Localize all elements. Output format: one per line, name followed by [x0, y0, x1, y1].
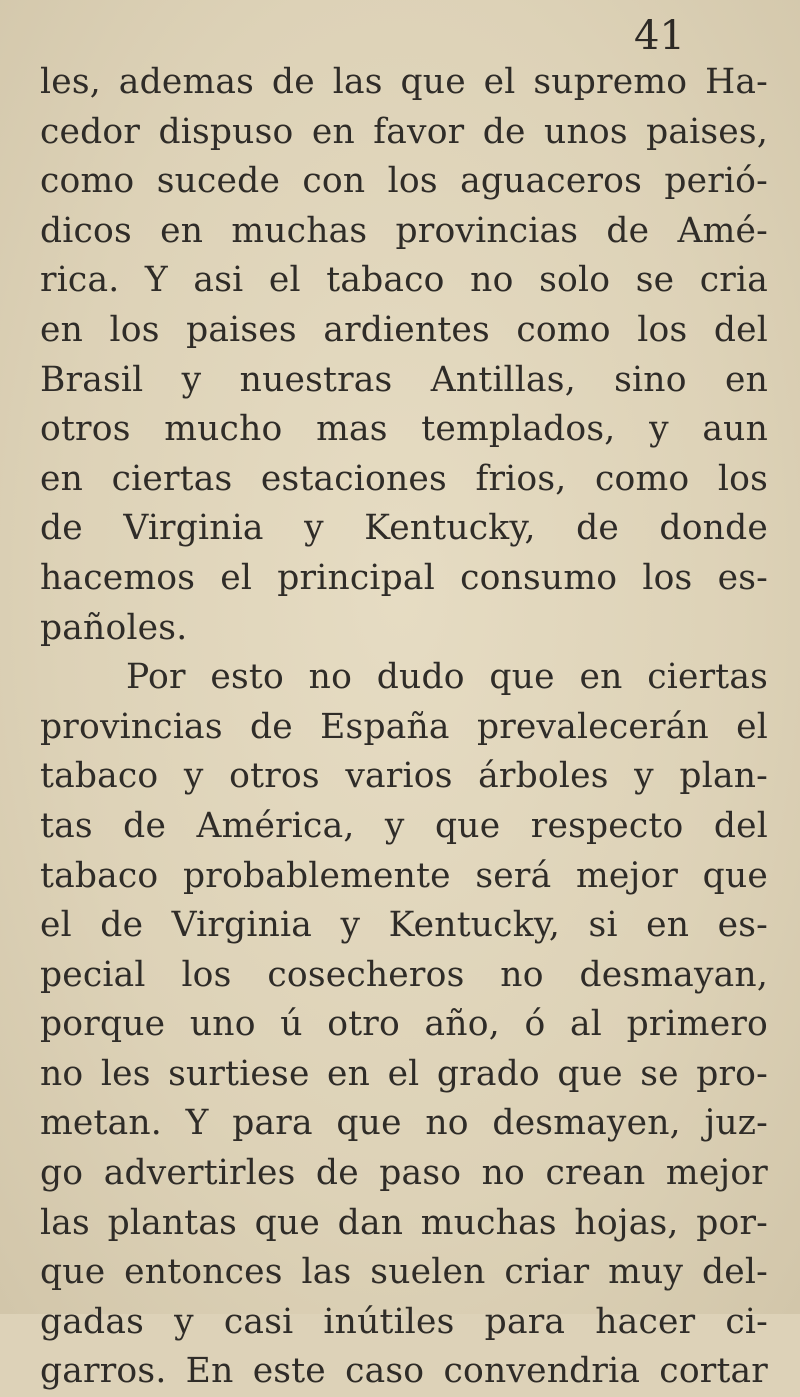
text-line: tabaco y otros varios árboles y plan- — [40, 756, 768, 797]
text-line: otros mucho mas templados, y aun — [40, 409, 768, 450]
text-line: en ciertas estaciones frios, como los — [40, 458, 768, 499]
text-line: garros. En este caso convendria cortar — [40, 1351, 768, 1392]
text-line: no les surtiese en el grado que se pro- — [40, 1053, 768, 1094]
text-line: rica. Y asi el tabaco no solo se cria — [40, 260, 768, 301]
text-line: hacemos el principal consumo los es- — [40, 557, 768, 598]
body-text — [40, 58, 768, 1397]
text-line: cedor dispuso en favor de unos paises, — [40, 111, 768, 152]
text-line: Por esto no dudo que en ciertas — [126, 657, 768, 698]
text-line: que entonces las suelen criar muy del- — [40, 1252, 768, 1293]
text-line: de Virginia y Kentucky, de donde — [40, 508, 768, 549]
text-line: como sucede con los aguaceros perió- — [40, 161, 768, 202]
text-line: tabaco probablemente será mejor que — [40, 855, 768, 896]
text-line: metan. Y para que no desmayen, juz- — [40, 1103, 768, 1144]
text-line: Brasil y nuestras Antillas, sino en — [40, 359, 768, 400]
text-line: les, ademas de las que el supremo Ha- — [40, 62, 768, 102]
text-line: las plantas que dan muchas hojas, por- — [40, 1202, 768, 1243]
text-line: tas de América, y que respecto del — [40, 805, 768, 846]
text-line: provincias de España prevalecerán el — [40, 706, 768, 747]
text-line: dicos en muchas provincias de Amé- — [40, 210, 768, 251]
text-line: go advertirles de paso no crean mejor — [40, 1153, 768, 1194]
text-line: pañoles. — [40, 607, 188, 648]
text-line: el de Virginia y Kentucky, si en es- — [40, 905, 768, 946]
text-line: gadas y casi inútiles para hacer ci- — [40, 1301, 768, 1342]
text-line: porque uno ú otro año, ó al primero — [40, 1004, 768, 1045]
page-number: 41 — [634, 13, 685, 59]
text-line: pecial los cosecheros no desmayan, — [40, 954, 768, 995]
text-line: en los paises ardientes como los del — [40, 309, 768, 350]
